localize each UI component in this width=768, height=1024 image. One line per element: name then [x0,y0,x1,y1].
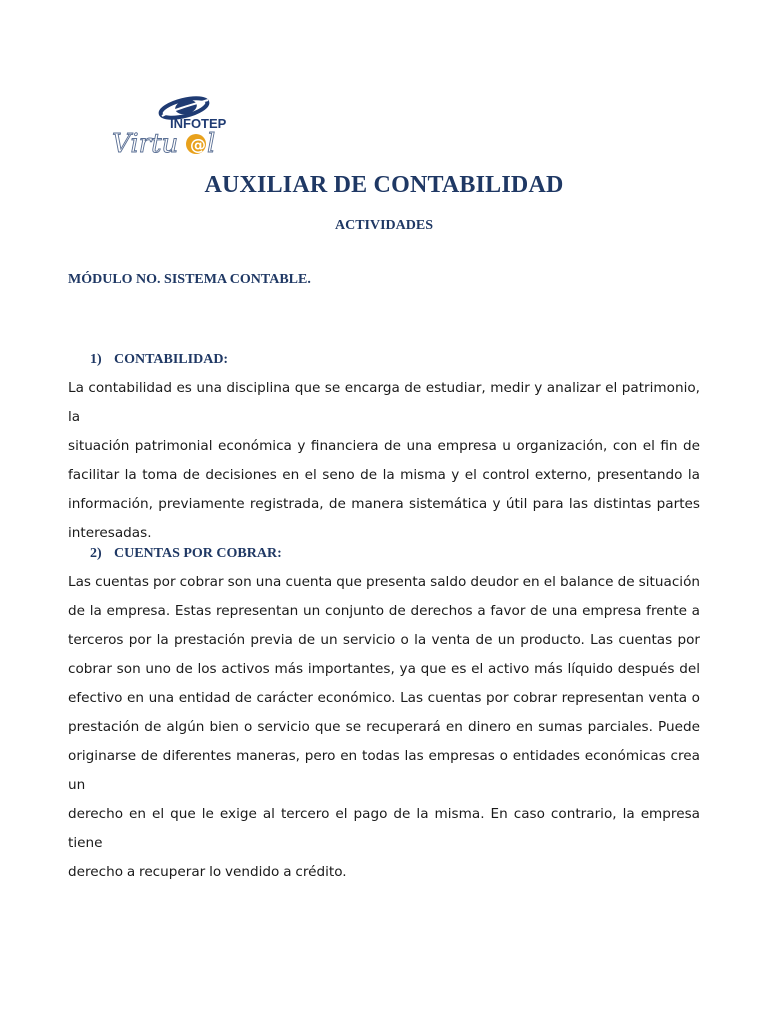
paragraph-line: La contabilidad es una disciplina que se encarga de estudiar, medir y analizar el patrimonio, la [68,380,700,425]
paragraph-line: Las cuentas por cobrar son una cuenta que presenta saldo deudor en el balance de situación [68,574,700,590]
paragraph-line: interesadas. [68,525,152,541]
section-heading-cuentas-por-cobrar [90,546,282,562]
paragraph-line: facilitar la toma de decisiones en el seno de la misma y el control externo, presentando la [68,467,700,483]
paragraph-cuentas-por-cobrar [68,568,700,887]
paragraph-line: efectivo en una entidad de carácter económico. Las cuentas por cobrar representan venta o [68,690,700,706]
section-heading-contabilidad [90,352,228,368]
svg-text:l: l [207,129,216,159]
section-title: CUENTAS POR COBRAR: [114,546,282,561]
infotep-virtual-logo [110,92,230,160]
paragraph-line: terceros por la prestación previa de un servicio o la venta de un producto. Las cuentas por [68,632,700,648]
logo-brand-text: INFOTEP [170,116,227,131]
paragraph-contabilidad [68,374,700,548]
section-number: 1) [90,352,102,367]
document-subtitle: ACTIVIDADES [334,218,434,233]
paragraph-line: derecho en el que le exige al tercero el pago de la misma. En caso contrario, la empresa tiene [68,806,700,851]
module-label: MÓDULO NO. SISTEMA CONTABLE. [68,272,311,287]
svg-text:@: @ [190,135,206,154]
section-number: 2) [90,546,102,561]
paragraph-line: cobrar son uno de los activos más importantes, ya que es el activo más líquido después del [68,661,700,677]
logo-script-text: Virtu [112,129,179,159]
document-title: AUXILIAR DE CONTABILIDAD [204,172,564,198]
section-title: CONTABILIDAD: [114,352,229,367]
paragraph-line: situación patrimonial económica y financiera de una empresa u organización, con el fin de [68,438,700,454]
paragraph-line: derecho a recuperar lo vendido a crédito. [68,864,347,880]
paragraph-line: prestación de algún bien o servicio que se recuperará en dinero en sumas parciales. Puede [68,719,700,735]
paragraph-line: originarse de diferentes maneras, pero en todas las empresas o entidades económicas crea un [68,748,700,793]
paragraph-line: de la empresa. Estas representan un conjunto de derechos a favor de una empresa frente a [68,603,700,619]
paragraph-line: información, previamente registrada, de manera sistemática y útil para las distintas partes [68,496,700,512]
